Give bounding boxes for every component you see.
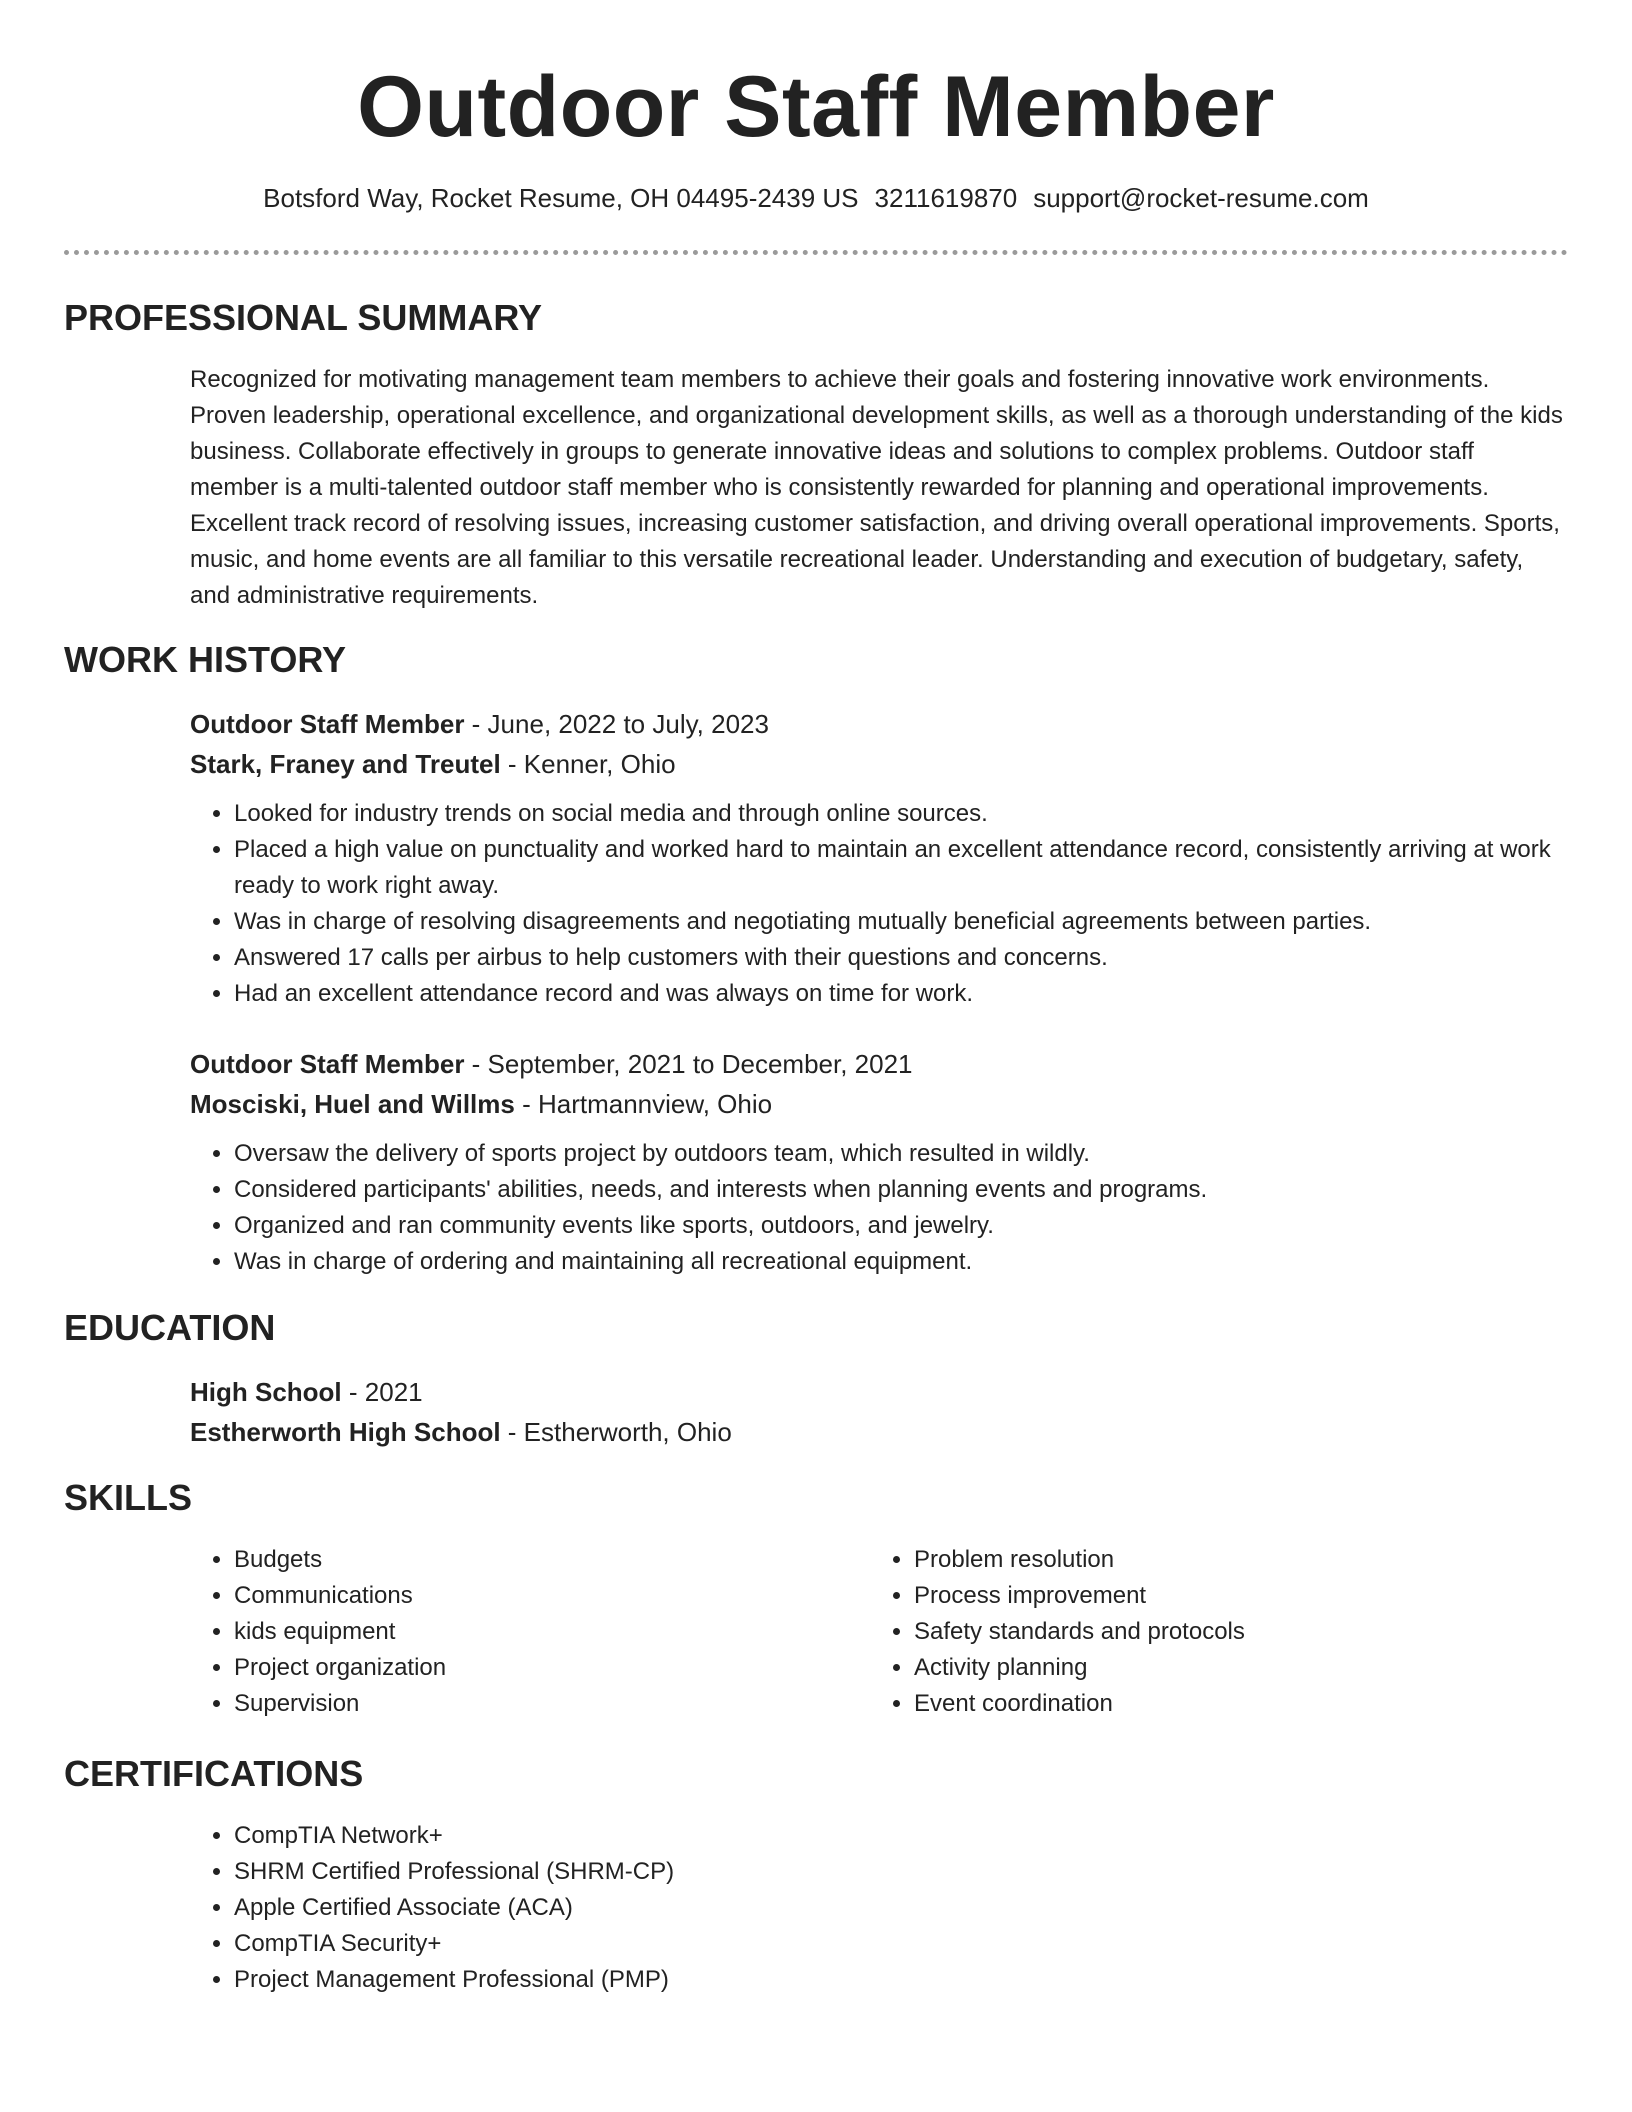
certifications-entry <box>190 1818 1568 1998</box>
list-item: • Apple Certified Associate (ACA) <box>234 1890 1568 1926</box>
certifications-list <box>190 1818 1568 1998</box>
list-item: • Problem resolution <box>914 1542 1550 1578</box>
contact-line <box>64 180 1568 216</box>
list-item: • Had an excellent attendance record and was always on time for work. <box>234 976 1568 1012</box>
job-role: Outdoor Staff Member <box>190 1049 465 1079</box>
list-item: • Process improvement <box>914 1578 1550 1614</box>
work-history-heading: WORK HISTORY <box>64 639 347 680</box>
job-entry-2 <box>190 1044 1568 1280</box>
list-item: • kids equipment <box>234 1614 870 1650</box>
candidate-name: Outdoor Staff Member <box>357 59 1275 155</box>
list-item: • Was in charge of ordering and maintaining all recreational equipment. <box>234 1244 1568 1280</box>
skills-heading: SKILLS <box>64 1477 193 1518</box>
education-heading: EDUCATION <box>64 1307 276 1348</box>
list-item: • Budgets <box>234 1542 870 1578</box>
job-role: Outdoor Staff Member <box>190 709 465 739</box>
education-school-line <box>190 1412 1568 1452</box>
list-item: • Answered 17 calls per airbus to help customers with their questions and concerns. <box>234 940 1568 976</box>
job-bullets <box>190 1136 1568 1280</box>
contact-address: Botsford Way, Rocket Resume, OH 04495-2439 US <box>263 183 859 213</box>
list-item: • Placed a high value on punctuality and worked hard to maintain an excellent attendance record, consistently arriving at work ready to work right away. <box>234 832 1568 904</box>
list-item: • Safety standards and protocols <box>914 1614 1550 1650</box>
education-entry <box>190 1372 1568 1452</box>
list-item: • Communications <box>234 1578 870 1614</box>
skills-right-column <box>870 1542 1550 1722</box>
certifications-heading: CERTIFICATIONS <box>64 1753 364 1794</box>
job-title-line <box>190 1044 1568 1084</box>
job-company: Mosciski, Huel and Willms <box>190 1089 515 1119</box>
job-dates: - June, 2022 to July, 2023 <box>464 709 769 739</box>
skills-list-left <box>190 1542 870 1722</box>
education-degree: High School <box>190 1377 342 1407</box>
job-dates: - September, 2021 to December, 2021 <box>464 1049 913 1079</box>
list-item: • Project Management Professional (PMP) <box>234 1962 1568 1998</box>
list-item: • Was in charge of resolving disagreements and negotiating mutually beneficial agreements between parties. <box>234 904 1568 940</box>
list-item: • Project organization <box>234 1650 870 1686</box>
header-divider <box>64 250 1568 255</box>
job-bullets <box>190 796 1568 1012</box>
summary-text: Recognized for motivating management team members to achieve their goals and fostering innovative work environments. Proven leadership, operational excellence, and organizational development skills, as well as a thorough understanding of the kids business. Collaborate effectively in groups to generate innovative ideas and solutions to complex problems. Outdoor staff member is a multi-talented outdoor staff member who is consistently rewarded for planning and operational improvements. Excellent track record of resolving issues, increasing customer satisfaction, and driving overall operational improvements. Sports, music, and home events are all familiar to this versatile recreational leader. Understanding and execution of budgetary, safety, and administrative requirements. <box>190 366 1563 609</box>
job-company: Stark, Franey and Treutel <box>190 749 501 779</box>
job-location: - Hartmannview, Ohio <box>514 1089 773 1119</box>
skills-list-right <box>870 1542 1550 1722</box>
list-item: • CompTIA Network+ <box>234 1818 1568 1854</box>
job-title-line <box>190 704 1568 744</box>
contact-email: support@rocket-resume.com <box>1033 183 1369 213</box>
skills-left-column <box>190 1542 870 1722</box>
list-item: • SHRM Certified Professional (SHRM-CP) <box>234 1854 1568 1890</box>
list-item: • Supervision <box>234 1686 870 1722</box>
list-item: • Looked for industry trends on social media and through online sources. <box>234 796 1568 832</box>
education-school: Estherworth High School <box>190 1417 501 1447</box>
education-year: - 2021 <box>341 1377 423 1407</box>
list-item: • Oversaw the delivery of sports project by outdoors team, which resulted in wildly. <box>234 1136 1568 1172</box>
job-entry-1 <box>190 704 1568 1012</box>
list-item: • Event coordination <box>914 1686 1550 1722</box>
education-location: - Estherworth, Ohio <box>500 1417 732 1447</box>
job-location: - Kenner, Ohio <box>500 749 676 779</box>
list-item: • Considered participants' abilities, needs, and interests when planning events and programs. <box>234 1172 1568 1208</box>
summary-heading: PROFESSIONAL SUMMARY <box>64 297 543 338</box>
job-company-line <box>190 744 1568 784</box>
list-item: • Activity planning <box>914 1650 1550 1686</box>
contact-phone: 3211619870 <box>874 183 1018 213</box>
list-item: • CompTIA Security+ <box>234 1926 1568 1962</box>
education-degree-line <box>190 1372 1568 1412</box>
job-company-line <box>190 1084 1568 1124</box>
list-item: • Organized and ran community events like sports, outdoors, and jewelry. <box>234 1208 1568 1244</box>
